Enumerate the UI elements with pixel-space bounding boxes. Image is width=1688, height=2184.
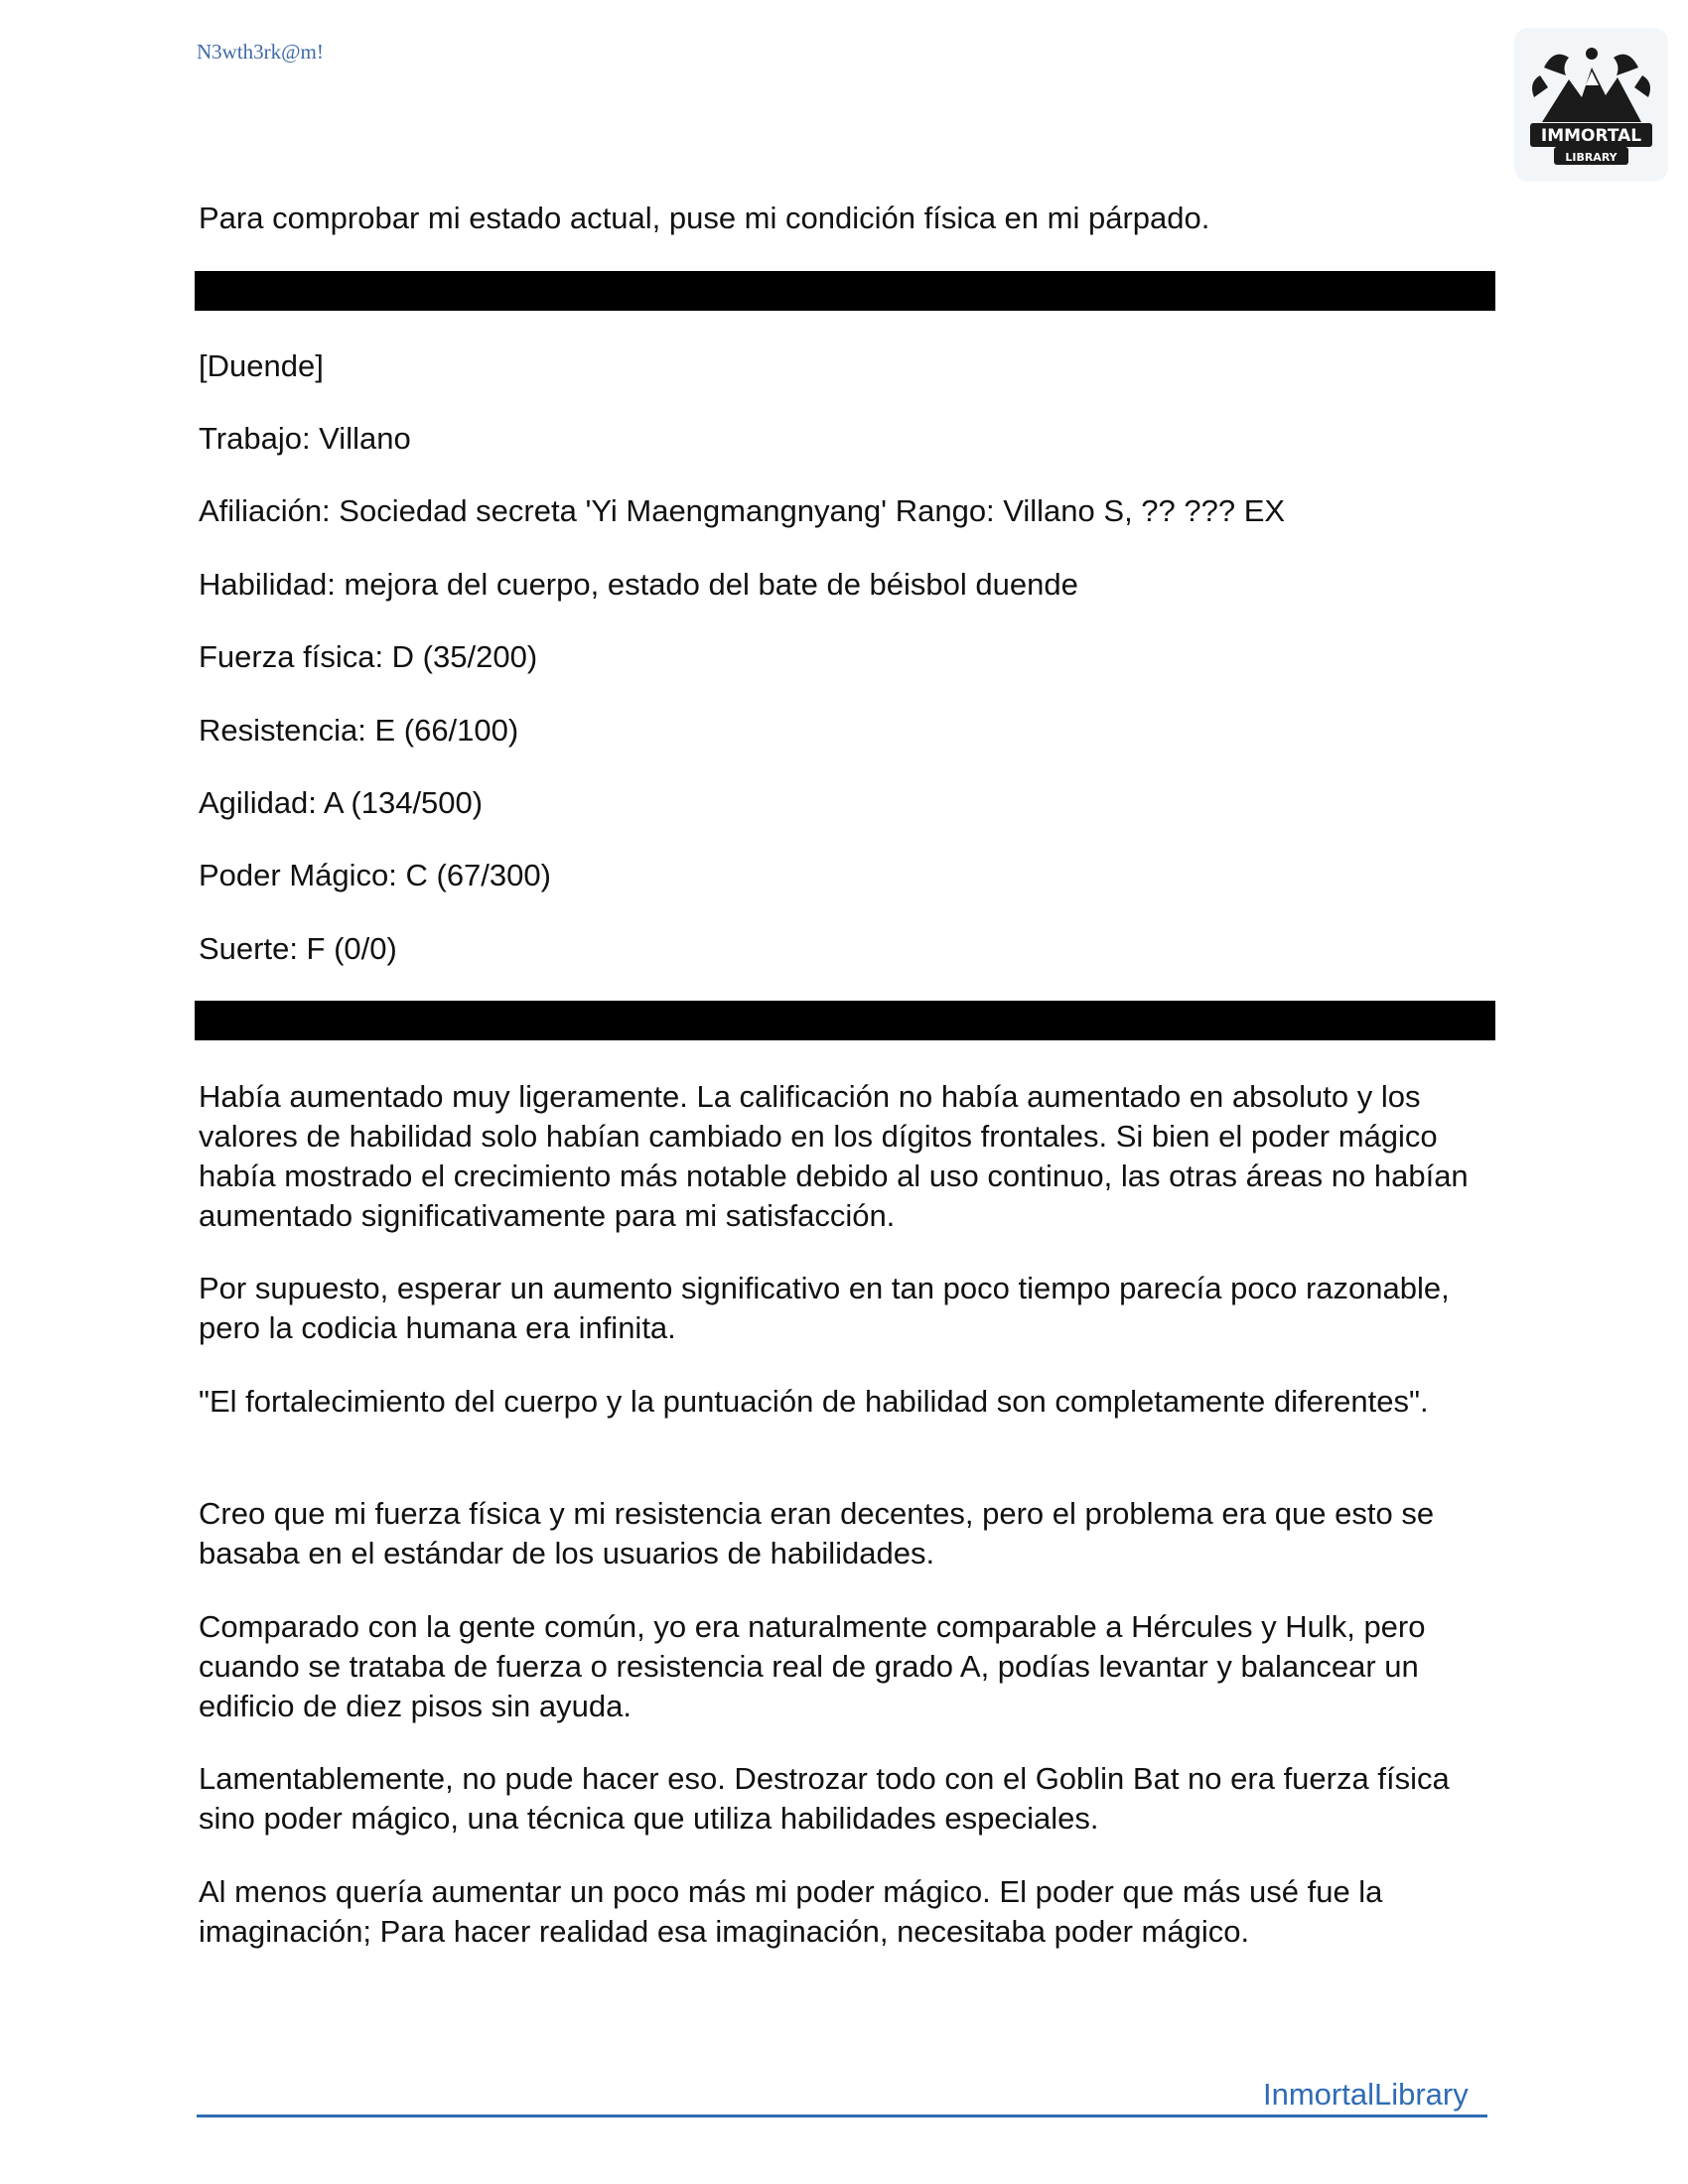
body-paragraph: Había aumentado muy ligeramente. La calificación no había aumentado en absoluto y los valores de habilidad solo habían cambiado en los dígitos frontales. Si bien el poder mágico había mostrado el crecimiento más notable debido al uso continuo, las otras áreas no habían aumentado significativamente para mi satisfacción.	[199, 1079, 1469, 1233]
status-job: Trabajo: Villano	[199, 421, 411, 456]
status-strength: Fuerza física: D (35/200)	[199, 639, 538, 674]
logo-text: IMMORTAL	[1540, 126, 1642, 146]
dragon-emblem-icon	[1514, 28, 1668, 182]
intro-line: Para comprobar mi estado actual, puse mi condición física en mi párpado.	[199, 201, 1210, 235]
body-paragraph: Por supuesto, esperar un aumento significativo en tan poco tiempo parecía poco razonable, pero la codicia humana era infinita.	[199, 1271, 1450, 1345]
status-bar-top	[195, 271, 1495, 311]
logo-subtext: LIBRARY	[1565, 151, 1618, 164]
immortal-library-logo	[1514, 28, 1668, 182]
status-agility: Agilidad: A (134/500)	[199, 785, 484, 820]
body-paragraph: Al menos quería aumentar un poco más mi poder mágico. El poder que más usé fue la imaginación; Para hacer realidad esa imaginación, necesitaba poder mágico.	[199, 1874, 1383, 1949]
footer-divider	[197, 2115, 1487, 2117]
body-paragraph: Creo que mi fuerza física y mi resistencia eran decentes, pero el problema era que esto se basaba en el estándar de los usuarios de habilidades.	[199, 1496, 1435, 1570]
body-paragraph: Comparado con la gente común, yo era naturalmente comparable a Hércules y Hulk, pero cuando se trataba de fuerza o resistencia real de grado A, podías levantar y balancear un edificio de diez pisos sin ayuda.	[199, 1609, 1426, 1723]
status-endurance: Resistencia: E (66/100)	[199, 713, 519, 748]
status-magic: Poder Mágico: C (67/300)	[199, 858, 551, 892]
status-ability: Habilidad: mejora del cuerpo, estado del bate de béisbol duende	[199, 567, 1078, 602]
status-bar-bottom	[195, 1001, 1495, 1040]
body-paragraph: Lamentablemente, no pude hacer eso. Destrozar todo con el Goblin Bat no era fuerza física sino poder mágico, una técnica que utiliza habilidades especiales.	[199, 1761, 1450, 1836]
status-affiliation: Afiliación: Sociedad secreta 'Yi Maengmangnyang' Rango: Villano S, ?? ??? EX	[199, 493, 1286, 528]
body-paragraph: "El fortalecimiento del cuerpo y la puntuación de habilidad son completamente diferentes".	[199, 1384, 1429, 1419]
footer-link[interactable]: InmortalLibrary	[1263, 2077, 1469, 2112]
status-luck: Suerte: F (0/0)	[199, 931, 397, 966]
status-name: [Duende]	[199, 348, 324, 383]
header-tag: N3wth3rk@m!	[197, 40, 324, 64]
